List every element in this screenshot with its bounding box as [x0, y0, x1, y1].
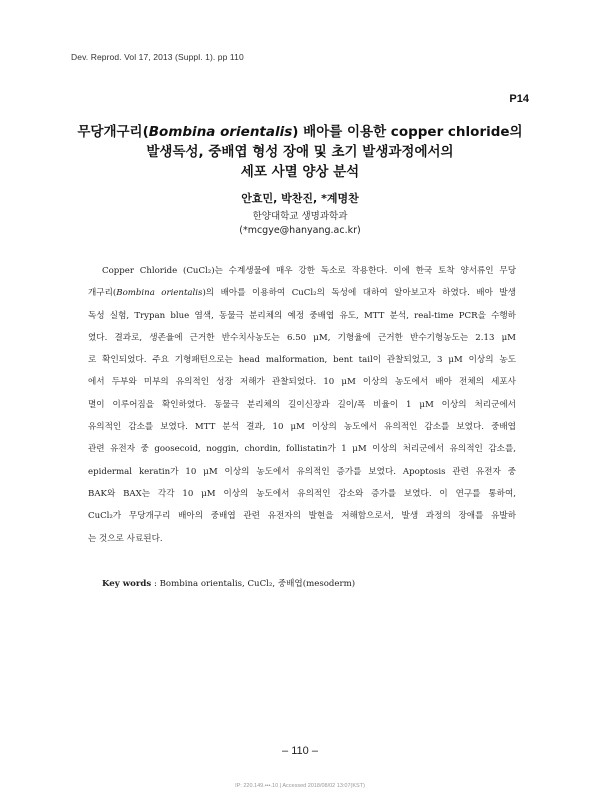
title-line-1-post: ) 배아를 이용한 copper chloride의: [292, 124, 523, 140]
access-stamp: IP: 220.149.•••.10 | Accessed 2018/08/02 13:07(KST): [235, 783, 365, 789]
title-species-name: Bombina orientalis: [148, 124, 293, 140]
abstract-line: Copper Chloride (CuCl₂)는 수계생물에 매우 강한 독소로 작용한다. 이에 한국 토착 양서류인 무당: [102, 266, 516, 276]
abstract-line: 멸이 이루어짐을 확인하였다. 동물극 분리체의 길이신장과 길이/폭 비율이 1 μM 이상의 처리군에서: [88, 399, 516, 410]
abstract-line: CuCl₂가 무당개구리 배아의 중배엽 관련 유전자의 발현을 저해함으로서, 발생 과정의 장애를 유발하: [88, 511, 516, 522]
title-line-2: 발생독성, 중배엽 형성 장애 및 초기 발생과정에서의: [146, 144, 454, 160]
page-number: – 110 –: [282, 745, 318, 757]
abstract-line: BAK와 BAX는 각각 10 μM 이상의 농도에서 유의적인 감소와 증가를 보였다. 이 연구를 통하여,: [88, 488, 516, 499]
keywords-label: Key words: [102, 579, 152, 589]
affiliation: 한양대학교 생명과학과: [252, 211, 348, 222]
abstract-line: 관련 유전자 중 goosecoid, noggin, chordin, follistatin가 1 μM 이상의 처리군에서 유의적인 감소를,: [88, 444, 516, 455]
abstract-body: [88, 260, 516, 550]
keywords: [102, 577, 355, 589]
abstract-line: 유의적인 감소를 보였다. MTT 분석 결과, 10 μM 이상의 농도에서 유의적인 감소를 보였다. 중배엽: [88, 422, 516, 433]
abstract-line: 는 것으로 사료된다.: [88, 533, 163, 544]
authors: 안효민, 박찬진, *계명찬: [241, 192, 359, 205]
keywords-text: Bombina orientalis, CuCl₂, 중배엽(mesoderm): [159, 579, 356, 589]
abstract-line: [88, 282, 516, 304]
abstract-line: 독성 실험, Trypan blue 염색, 동물극 분리체의 예정 중배엽 유도, MTT 분석, real-time PCR을 수행하: [88, 310, 516, 321]
abstract-line: 로 확인되었다. 주요 기형패턴으로는 head malformation, bent tail이 관찰되었고, 3 μM 이상의 농도: [88, 355, 516, 366]
abstract-line-2-pre: 개구리(: [88, 288, 117, 299]
abstract-line: epidermal keratin가 10 μM 이상의 농도에서 유의적인 증가를 보였다. Apoptosis 관련 유전자 중: [88, 466, 516, 477]
title-line-1-pre: 무당개구리(: [77, 124, 149, 140]
title-line-3: 세포 사멸 양상 분석: [240, 164, 360, 180]
corresponding-email: (*mcgye@hanyang.ac.kr): [239, 225, 361, 236]
poster-number: P14: [509, 93, 529, 105]
abstract-line: 에서 두부와 미부의 유의적인 성장 저해가 관찰되었다. 10 μM 이상의 농도에서 배아 전체의 세포사: [88, 377, 516, 388]
abstract-line: 였다. 결과로, 생존율에 근거한 반수치사농도는 6.50 μM, 기형율에 근거한 반수기형농도는 2.13 μM: [88, 332, 516, 343]
abstract-species-name: Bombina orientalis: [116, 288, 203, 299]
title-line-1: [40, 122, 560, 142]
keywords-separator: :: [151, 579, 160, 589]
paper-title: [40, 122, 560, 182]
journal-citation: Dev. Reprod. Vol 17, 2013 (Suppl. 1). pp 110: [71, 52, 244, 62]
abstract-line-2-post: )의 배아를 이용하여 CuCl₂의 독성에 대하여 알아보고자 하였다. 배아 발생: [202, 288, 516, 299]
